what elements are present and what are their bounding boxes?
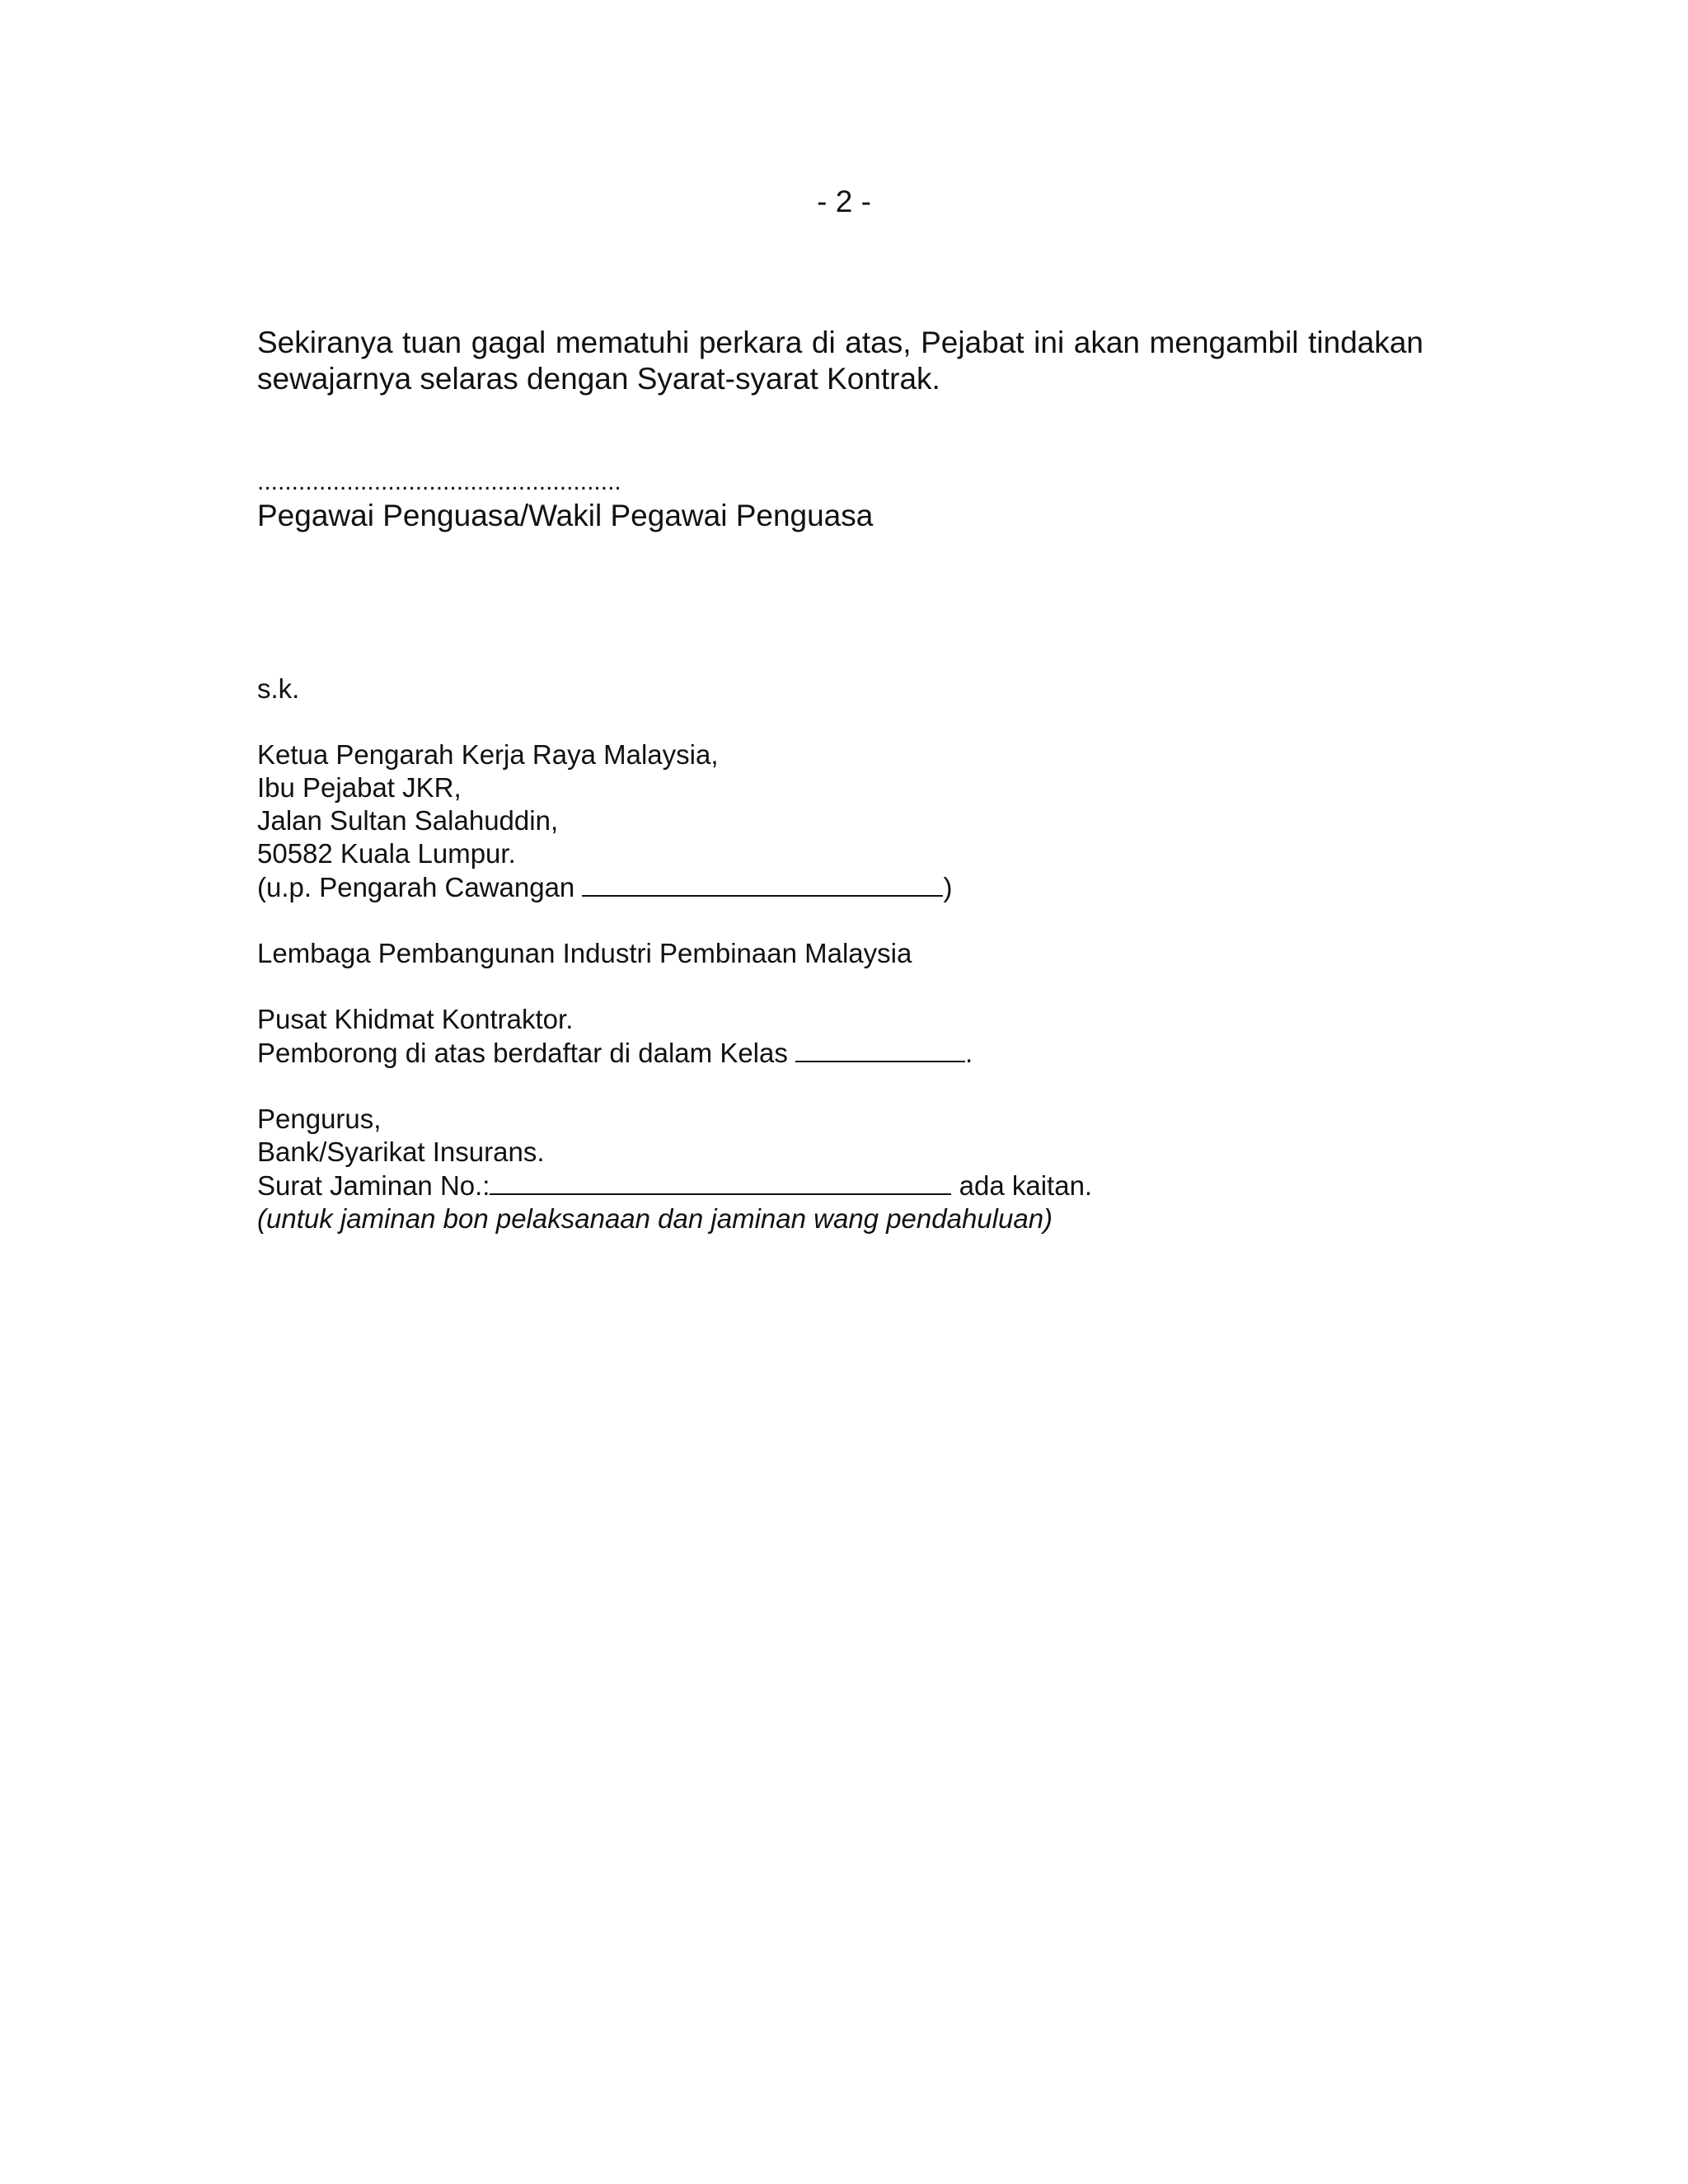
guarantee-note: (untuk jaminan bon pelaksanaan dan jaminan wang pendahuluan) bbox=[257, 1203, 1053, 1234]
contractor-class-prefix: Pemborong di atas berdaftar di dalam Kelas bbox=[257, 1038, 796, 1068]
cc-recipient-jkr bbox=[257, 738, 1423, 904]
cc-attention-line bbox=[257, 870, 1423, 904]
signature-dotted-line: ..................................................... bbox=[257, 468, 621, 495]
guarantee-line bbox=[257, 1169, 1423, 1202]
cc-recipient-cidb bbox=[257, 937, 1423, 970]
guarantee-number-blank bbox=[490, 1169, 951, 1195]
guarantee-prefix: Surat Jaminan No.: bbox=[257, 1170, 490, 1201]
cc-recipient-jkr-line3: Jalan Sultan Salahuddin, bbox=[257, 805, 559, 836]
contractor-class-suffix: . bbox=[965, 1038, 973, 1068]
signature-block bbox=[257, 470, 873, 534]
cc-attention-prefix: (u.p. Pengarah Cawangan bbox=[257, 872, 583, 902]
cc-recipient-bank-line1: Pengurus, bbox=[257, 1104, 382, 1134]
cc-recipient-pkk bbox=[257, 1003, 1423, 1070]
class-blank bbox=[795, 1036, 965, 1062]
cc-recipient-jkr-line4: 50582 Kuala Lumpur. bbox=[257, 838, 516, 869]
cc-recipient-jkr-line1: Ketua Pengarah Kerja Raya Malaysia, bbox=[257, 739, 719, 770]
cc-recipient-cidb-line1: Lembaga Pembangunan Industri Pembinaan Malaysia bbox=[257, 938, 912, 968]
carbon-copy-block bbox=[257, 673, 1423, 1235]
cc-recipient-pkk-line1: Pusat Khidmat Kontraktor. bbox=[257, 1004, 574, 1034]
contractor-class-line bbox=[257, 1036, 1423, 1070]
cc-attention-suffix: ) bbox=[943, 872, 953, 902]
cc-recipient-jkr-line2: Ibu Pejabat JKR, bbox=[257, 772, 462, 803]
page-number: - 2 - bbox=[817, 185, 871, 218]
signature-title: Pegawai Penguasa/Wakil Pegawai Penguasa bbox=[257, 499, 874, 532]
cc-recipient-bank bbox=[257, 1103, 1423, 1235]
branch-blank bbox=[582, 870, 943, 897]
guarantee-suffix: ada kaitan. bbox=[951, 1170, 1093, 1201]
cc-recipient-bank-line2: Bank/Syarikat Insurans. bbox=[257, 1137, 545, 1167]
cc-label: s.k. bbox=[257, 673, 300, 704]
body-paragraph: Sekiranya tuan gagal mematuhi perkara di atas, Pejabat ini akan mengambil tindakan sewajarnya selaras dengan Syarat-syarat Kontrak. bbox=[257, 326, 1423, 396]
